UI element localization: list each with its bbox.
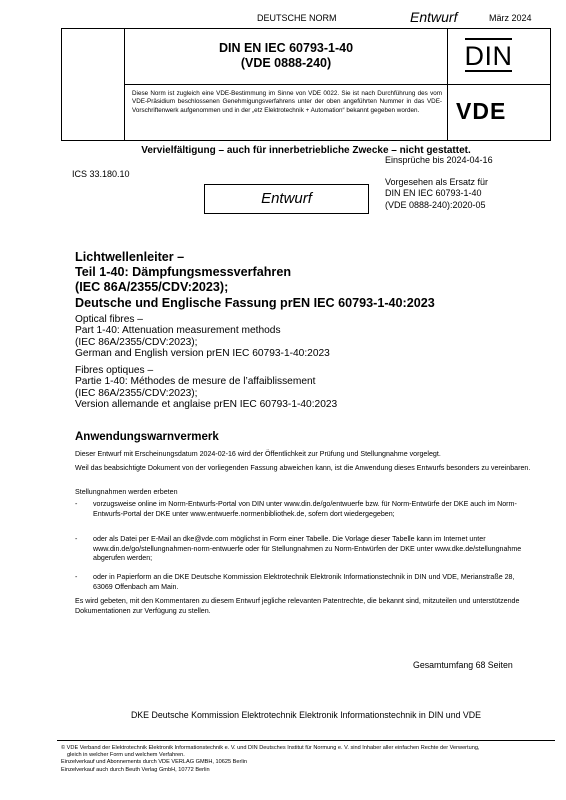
replacement-line: Vorgesehen als Ersatz für bbox=[385, 177, 489, 187]
document-number bbox=[125, 41, 447, 71]
vde-regulation-note: Diese Norm ist zugleich eine VDE-Bestimmung im Sinne von VDE 0022. Sie ist nach Durchführung des vom VDE-Präsidium beschlossenen Genehmigungsverfahrens unter der oben angeführten Nummer in das VDE-Vorschriftenwerk aufgenommen und in der „etz Elektrotechnik + Automation“ bekannt gegeben worden. bbox=[132, 90, 442, 114]
title-line: (IEC 86A/2355/CDV:2023); bbox=[75, 280, 229, 295]
copyright-line: Einzelverkauf und Abonnements durch VDE VERLAG GMBH, 10625 Berlin bbox=[61, 759, 247, 766]
bullet-dash: - bbox=[75, 573, 78, 581]
reproduction-notice: Vervielfältigung – auch für innerbetriebliche Zwecke – nicht gestattet. bbox=[141, 145, 471, 156]
vde-logo: VDE bbox=[456, 98, 507, 124]
warning-paragraph: Weil das beabsichtigte Dokument von der vorliegenden Fassung abweichen kann, ist die Anwendung dieses Entwurfs besonders zu vereinbaren. bbox=[75, 464, 531, 472]
replacement-line: (VDE 0888-240):2020-05 bbox=[385, 199, 486, 210]
din-number: DIN EN IEC 60793-1-40 bbox=[218, 41, 354, 55]
title-german bbox=[75, 250, 435, 311]
vde-number: (VDE 0888-240) bbox=[240, 56, 332, 70]
title-french bbox=[75, 365, 337, 411]
title-line: Fibres optiques – bbox=[75, 365, 154, 376]
title-line: Version allemande et anglaise prEN IEC 60793-1-40:2023 bbox=[75, 399, 338, 411]
title-english bbox=[75, 314, 330, 360]
list-item bbox=[75, 535, 545, 565]
list-item-text: oder als Datei per E-Mail an dke@vde.com möglichst in Form einer Tabelle. Die Vorlage dieser Tabelle kann im Internet unter www.din.de/go/stellungnahmen-norm-entwuerfe oder für Stellungnahmen zu Norm-Entwürfen der DKE unter www.dke.de/stellungnahme abgerufen werden; bbox=[93, 535, 522, 563]
din-logo-text: DIN bbox=[465, 41, 512, 71]
title-line: (IEC 86A/2355/CDV:2023); bbox=[75, 387, 198, 399]
copyright-line: Einzelverkauf auch durch Beuth Verlag GmbH, 10772 Berlin bbox=[61, 766, 210, 773]
divider bbox=[124, 84, 550, 85]
warning-paragraph: Dieser Entwurf mit Erscheinungsdatum 2024-02-16 wird der Öffentlichkeit zur Prüfung und Stellungnahme vorgelegt. bbox=[75, 450, 441, 458]
draft-label-box: Entwurf bbox=[204, 184, 369, 214]
title-line: (IEC 86A/2355/CDV:2023); bbox=[75, 336, 198, 348]
draft-status: Entwurf bbox=[410, 9, 458, 25]
footer-rule bbox=[57, 740, 555, 741]
title-line: German and English version prEN IEC 60793-1-40:2023 bbox=[75, 348, 330, 360]
issue-date: März 2024 bbox=[489, 13, 532, 23]
title-line: Partie 1-40: Méthodes de mesure de l’affaiblissement bbox=[75, 376, 316, 388]
title-line: Teil 1-40: Dämpfungsmessverfahren bbox=[75, 265, 292, 280]
warning-paragraph: Stellungnahmen werden erbeten bbox=[75, 488, 178, 496]
committee-name: DKE Deutsche Kommission Elektrotechnik Elektronik Informationstechnik in DIN und VDE bbox=[130, 710, 482, 720]
copyright-line: gleich in welcher Form und welchem Verfahren. bbox=[67, 752, 185, 759]
bullet-dash: - bbox=[75, 535, 78, 543]
warning-paragraph: Es wird gebeten, mit den Kommentaren zu diesem Entwurf jegliche relevanten Patentrechte, die bekannt sind, mitzuteilen und unterstützende Dokumentationen zur Verfügung zu stellen. bbox=[75, 597, 520, 615]
bullet-dash: - bbox=[75, 500, 78, 508]
din-logo-icon bbox=[465, 37, 512, 73]
warning-heading: Anwendungswarnvermerk bbox=[75, 431, 219, 443]
replacement-line: DIN EN IEC 60793-1-40 bbox=[385, 188, 482, 199]
list-item bbox=[75, 573, 545, 593]
total-pages: Gesamtumfang 68 Seiten bbox=[413, 660, 513, 670]
document-header-box bbox=[61, 28, 551, 141]
title-line: Part 1-40: Attenuation measurement methods bbox=[75, 325, 281, 337]
replacement-note bbox=[385, 177, 488, 211]
ics-code: ICS 33.180.10 bbox=[72, 169, 130, 179]
list-item bbox=[75, 500, 545, 530]
title-line: Lichtwellenleiter – bbox=[75, 250, 185, 264]
list-item-text: oder in Papierform an die DKE Deutsche Kommission Elektrotechnik Elektronik Informationstechnik in DIN und VDE, Merianstraße 28, 63069 Offenbach am Main. bbox=[93, 573, 515, 591]
title-line: Optical fibres – bbox=[75, 314, 143, 325]
list-item-text: vorzugsweise online im Norm-Entwurfs-Portal von DIN unter www.din.de/go/entwuerfe bzw. für Norm-Entwürfe der DKE auch im Norm-Entwurfs-Portal der DKE unter www.entwuerfe.normenbibliothek.de, sofern dort wiedergegeben; bbox=[93, 500, 517, 518]
copyright-line: © VDE Verband der Elektrotechnik Elektronik Informationstechnik e. V. und DIN Deutsches Institut für Normung e. V. sind Inhaber aller einfachen Rechte der Verwertung, bbox=[61, 745, 480, 751]
comments-deadline: Einsprüche bis 2024-04-16 bbox=[385, 155, 493, 165]
title-line: Deutsche und Englische Fassung prEN IEC 60793-1-40:2023 bbox=[75, 295, 435, 310]
standard-type: DEUTSCHE NORM bbox=[257, 13, 337, 23]
copyright-notice bbox=[61, 745, 551, 774]
